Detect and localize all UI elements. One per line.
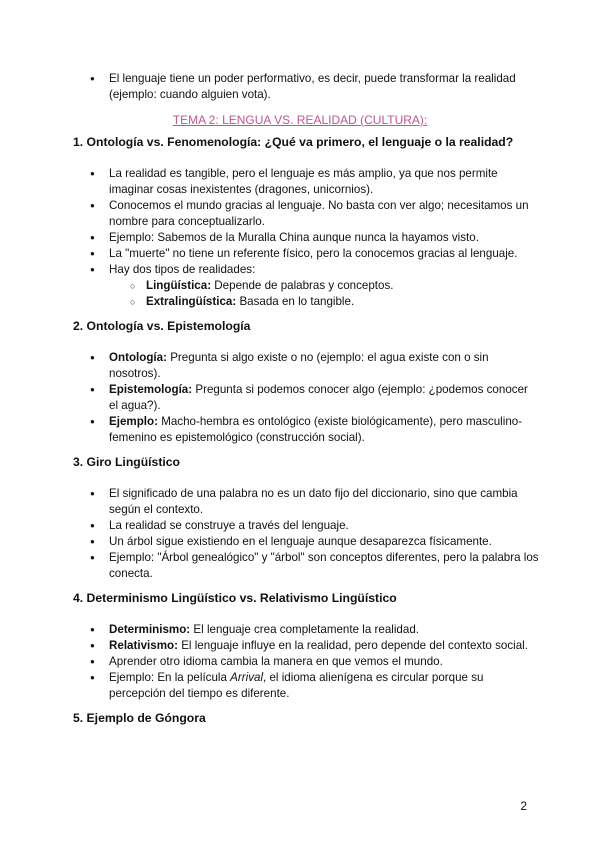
example-text: , el idioma alienígena es circular porque su percepción del tiempo es diferente. [109, 671, 484, 700]
film-title: Arrival [230, 671, 264, 684]
definition: Depende de palabras y conceptos. [214, 279, 394, 292]
list-item: ● El lenguaje tiene un poder performativo, es decir, puede transformar la realidad (ejemplo: cuando alguien vota). [109, 71, 540, 103]
list-item [109, 414, 540, 446]
section-3-list [0, 486, 600, 582]
list-item: ● El significado de una palabra no es un dato fijo del diccionario, sino que cambia según el contexto. [109, 486, 540, 518]
list-item: ● Aprender otro idioma cambia la manera en que vemos el mundo. [109, 654, 540, 670]
term: Lingüística: [146, 279, 212, 292]
example-text: Ejemplo: En la película [109, 671, 227, 684]
sublist-item [146, 294, 540, 310]
section-heading-2: 2. Ontología vs. Epistemología [73, 319, 251, 333]
term: Extralingüística: [146, 295, 237, 308]
list-item: ● La realidad se construye a través del lenguaje. [109, 518, 540, 534]
section-heading-3: 3. Giro Lingüístico [73, 455, 180, 469]
sublist [109, 278, 540, 310]
definition: El lenguaje crea completamente la realidad. [193, 623, 419, 636]
section-2-list [0, 350, 600, 446]
list-item [109, 622, 540, 638]
intro-list [0, 71, 600, 103]
term: Determinismo: [109, 623, 191, 636]
term: Ejemplo: [109, 415, 158, 428]
list-item: ● Ejemplo: "Árbol genealógico" y "árbol" son conceptos diferentes, pero la palabra los conecta. [109, 550, 540, 582]
section-1-list [0, 166, 600, 310]
section-heading-1: 1. Ontología vs. Fenomenología: ¿Qué va primero, el lenguaje o la realidad? [73, 135, 514, 149]
definition: Macho-hembra es ontológico (existe biológicamente), pero masculino-femenino es epistemológico (construcción social). [109, 415, 523, 444]
sublist-item [146, 278, 540, 294]
list-item [109, 382, 540, 414]
list-item: ● Un árbol sigue existiendo en el lenguaje aunque desaparezca físicamente. [109, 534, 540, 550]
term: Ontología: [109, 351, 167, 364]
definition: Pregunta si algo existe o no (ejemplo: el agua existe con o sin nosotros). [109, 351, 489, 380]
section-4-list [0, 622, 600, 702]
list-item: ● La "muerte" no tiene un referente físico, pero la conocemos gracias al lenguaje. [109, 246, 540, 262]
section-heading-5: 5. Ejemplo de Góngora [73, 711, 206, 725]
list-item [109, 350, 540, 382]
list-item [109, 638, 540, 654]
topic-title: TEMA 2: LENGUA VS. REALIDAD (CULTURA): [172, 113, 428, 127]
list-item-text: Hay dos tipos de realidades: [109, 263, 256, 276]
list-item: ● Conocemos el mundo gracias al lenguaje. No basta con ver algo; necesitamos un nombre para conceptualizarlo. [109, 198, 540, 230]
definition: Basada en lo tangible. [239, 295, 355, 308]
page-number: 2 [520, 799, 527, 813]
term: Epistemología: [109, 383, 193, 396]
list-item [109, 262, 540, 310]
definition: Pregunta si podemos conocer algo (ejemplo: ¿podemos conocer el agua?). [109, 383, 528, 412]
list-item: ● La realidad es tangible, pero el lenguaje es más amplio, ya que nos permite imaginar cosas inexistentes (dragones, unicornios). [109, 166, 540, 198]
section-heading-4: 4. Determinismo Lingüístico vs. Relativismo Lingüístico [73, 591, 397, 605]
term: Relativismo: [109, 639, 178, 652]
definition: El lenguaje influye en la realidad, pero depende del contexto social. [181, 639, 528, 652]
list-item: ● Ejemplo: Sabemos de la Muralla China aunque nunca la hayamos visto. [109, 230, 540, 246]
list-item [109, 670, 540, 702]
